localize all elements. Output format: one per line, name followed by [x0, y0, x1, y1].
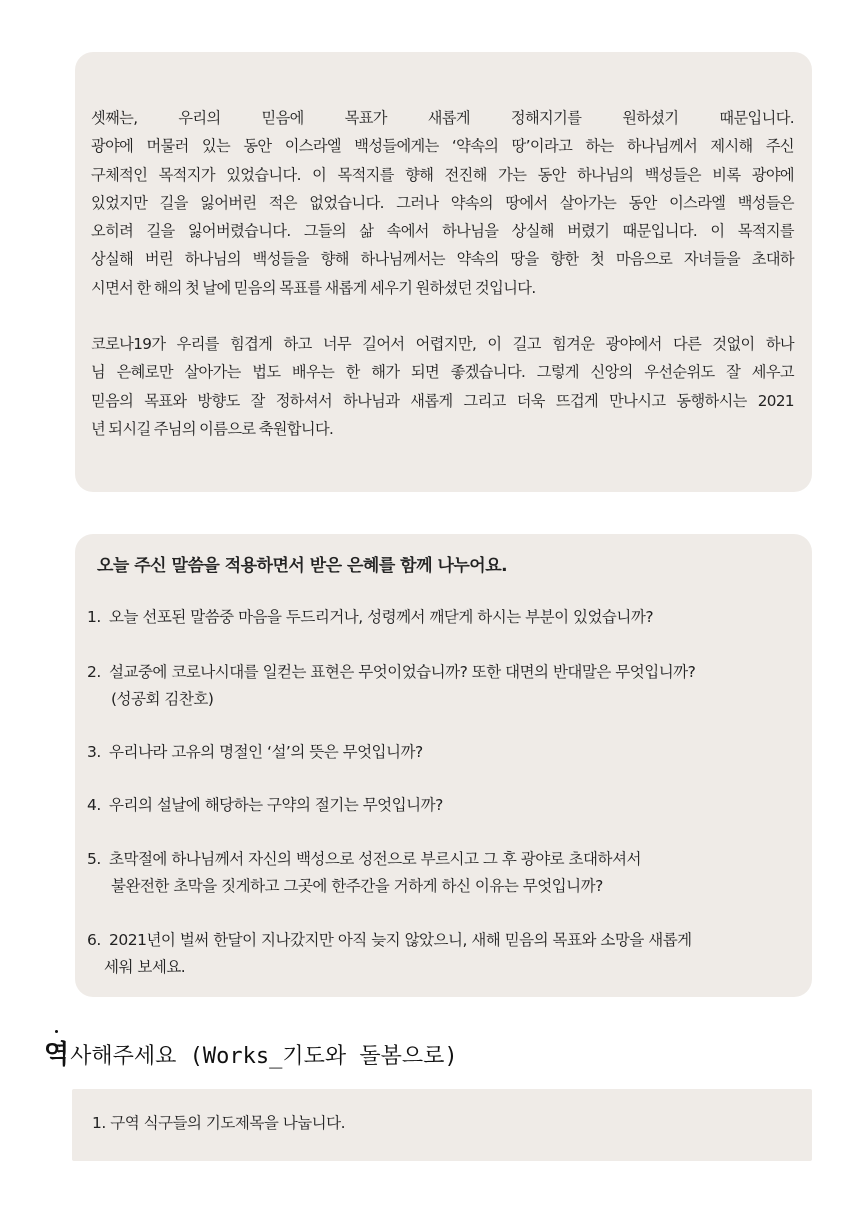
reflection-paragraph-1: [91, 104, 794, 302]
question-item: [87, 659, 695, 713]
reflection-line: 믿음의 목표와 방향도 잘 정하셔서 하나님과 새롭게 그리고 더욱 뜨겁게 만나시고 동행하시는 2021: [91, 391, 794, 410]
question-text: 설교중에 코로나시대를 일컫는 표현은 무엇이었습니까? 또한 대면의 반대말은 무엇입니까?: [109, 663, 696, 681]
question-text: 우리의 설날에 해당하는 구약의 절기는 무엇입니까?: [109, 796, 443, 814]
reflection-box: [75, 52, 812, 492]
question-item: [87, 846, 641, 900]
reflection-line: 상실해 버린 하나님의 백성들을 향해 하나님께서는 약속의 땅을 향한 첫 마음으로 자녀들을 초대하: [91, 250, 794, 269]
question-number: 5.: [87, 850, 101, 868]
question-number: 6.: [87, 931, 101, 949]
question-item: [87, 792, 443, 819]
reflection-line: 구체적인 목적지가 있었습니다. 이 목적지를 향해 전진해 가는 동안 하나님의 백성들은 비록 광야에: [91, 165, 794, 184]
question-continuation: (성공회 김찬호): [111, 690, 214, 708]
questions-title: 오늘 주신 말씀을 적용하면서 받은 은혜를 함께 나누어요.: [97, 556, 508, 576]
questions-box: [75, 534, 812, 997]
reflection-line: 있었지만 길을 잃어버린 적은 없었습니다. 그러나 약속의 땅에서 살아가는 동안 이스라엘 백성들은: [91, 193, 794, 212]
question-item: [87, 739, 423, 766]
question-number: 4.: [87, 796, 101, 814]
reflection-line: 코로나19가 우리를 힘겹게 하고 너무 길어서 어렵지만, 이 길고 힘겨운 광야에서 다른 것없이 하나: [91, 335, 794, 354]
question-item: [87, 604, 653, 631]
question-text: 우리나라 고유의 명절인 ‘설’의 뜻은 무엇입니까?: [109, 743, 423, 761]
reflection-line: 광야에 머물러 있는 동안 이스라엘 백성들에게는 ‘약속의 땅’이라고 하는 하나님께서 제시해 주신: [91, 137, 794, 156]
question-number: 3.: [87, 743, 101, 761]
prayer-box: [72, 1089, 812, 1161]
reflection-line: 시면서 한 해의 첫 날에 믿음의 목표를 새롭게 세우기 원하셨던 것입니다.: [91, 278, 536, 297]
reflection-line: 셋째는, 우리의 믿음에 목표가 새롭게 정해지기를 원하셨기 때문입니다.: [91, 109, 794, 127]
question-continuation: 불완전한 초막을 짓게하고 그곳에 한주간을 거하게 하신 이유는 무엇입니까?: [111, 877, 603, 895]
heading-mark: 역: [44, 1034, 69, 1071]
question-number: 1.: [87, 608, 101, 626]
question-item: [87, 927, 692, 981]
reflection-line: 년 되시길 주님의 이름으로 축원합니다.: [91, 419, 334, 438]
question-continuation: 세워 보세요.: [104, 958, 186, 976]
prayer-section-heading: [44, 1034, 458, 1071]
prayer-item: [92, 1111, 345, 1133]
prayer-item-number: 1.: [92, 1114, 106, 1132]
question-number: 2.: [87, 663, 101, 681]
question-text: 2021년이 벌써 한달이 지나갔지만 아직 늦지 않았으니, 새해 믿음의 목표와 소망을 새롭게: [109, 931, 692, 949]
reflection-line: 오히려 길을 잃어버렸습니다. 그들의 삶 속에서 하나님을 상실해 버렸기 때문입니다. 이 목적지를: [91, 222, 794, 241]
reflection-paragraph-2: [91, 330, 794, 443]
question-text: 초막절에 하나님께서 자신의 백성으로 성전으로 부르시고 그 후 광야로 초대하셔서: [109, 850, 641, 868]
heading-text: 사해주세요 (Works_기도와 돌봄으로): [70, 1044, 458, 1069]
question-text: 오늘 선포된 말씀중 마음을 두드리거나, 성령께서 깨닫게 하시는 부분이 있었습니까?: [109, 608, 654, 626]
prayer-item-text: 구역 식구들의 기도제목을 나눕니다.: [110, 1114, 346, 1132]
reflection-line: 님 은혜로만 살아가는 법도 배우는 한 해가 되면 좋겠습니다. 그렇게 신앙의 우선순위도 잘 세우고: [91, 363, 794, 382]
